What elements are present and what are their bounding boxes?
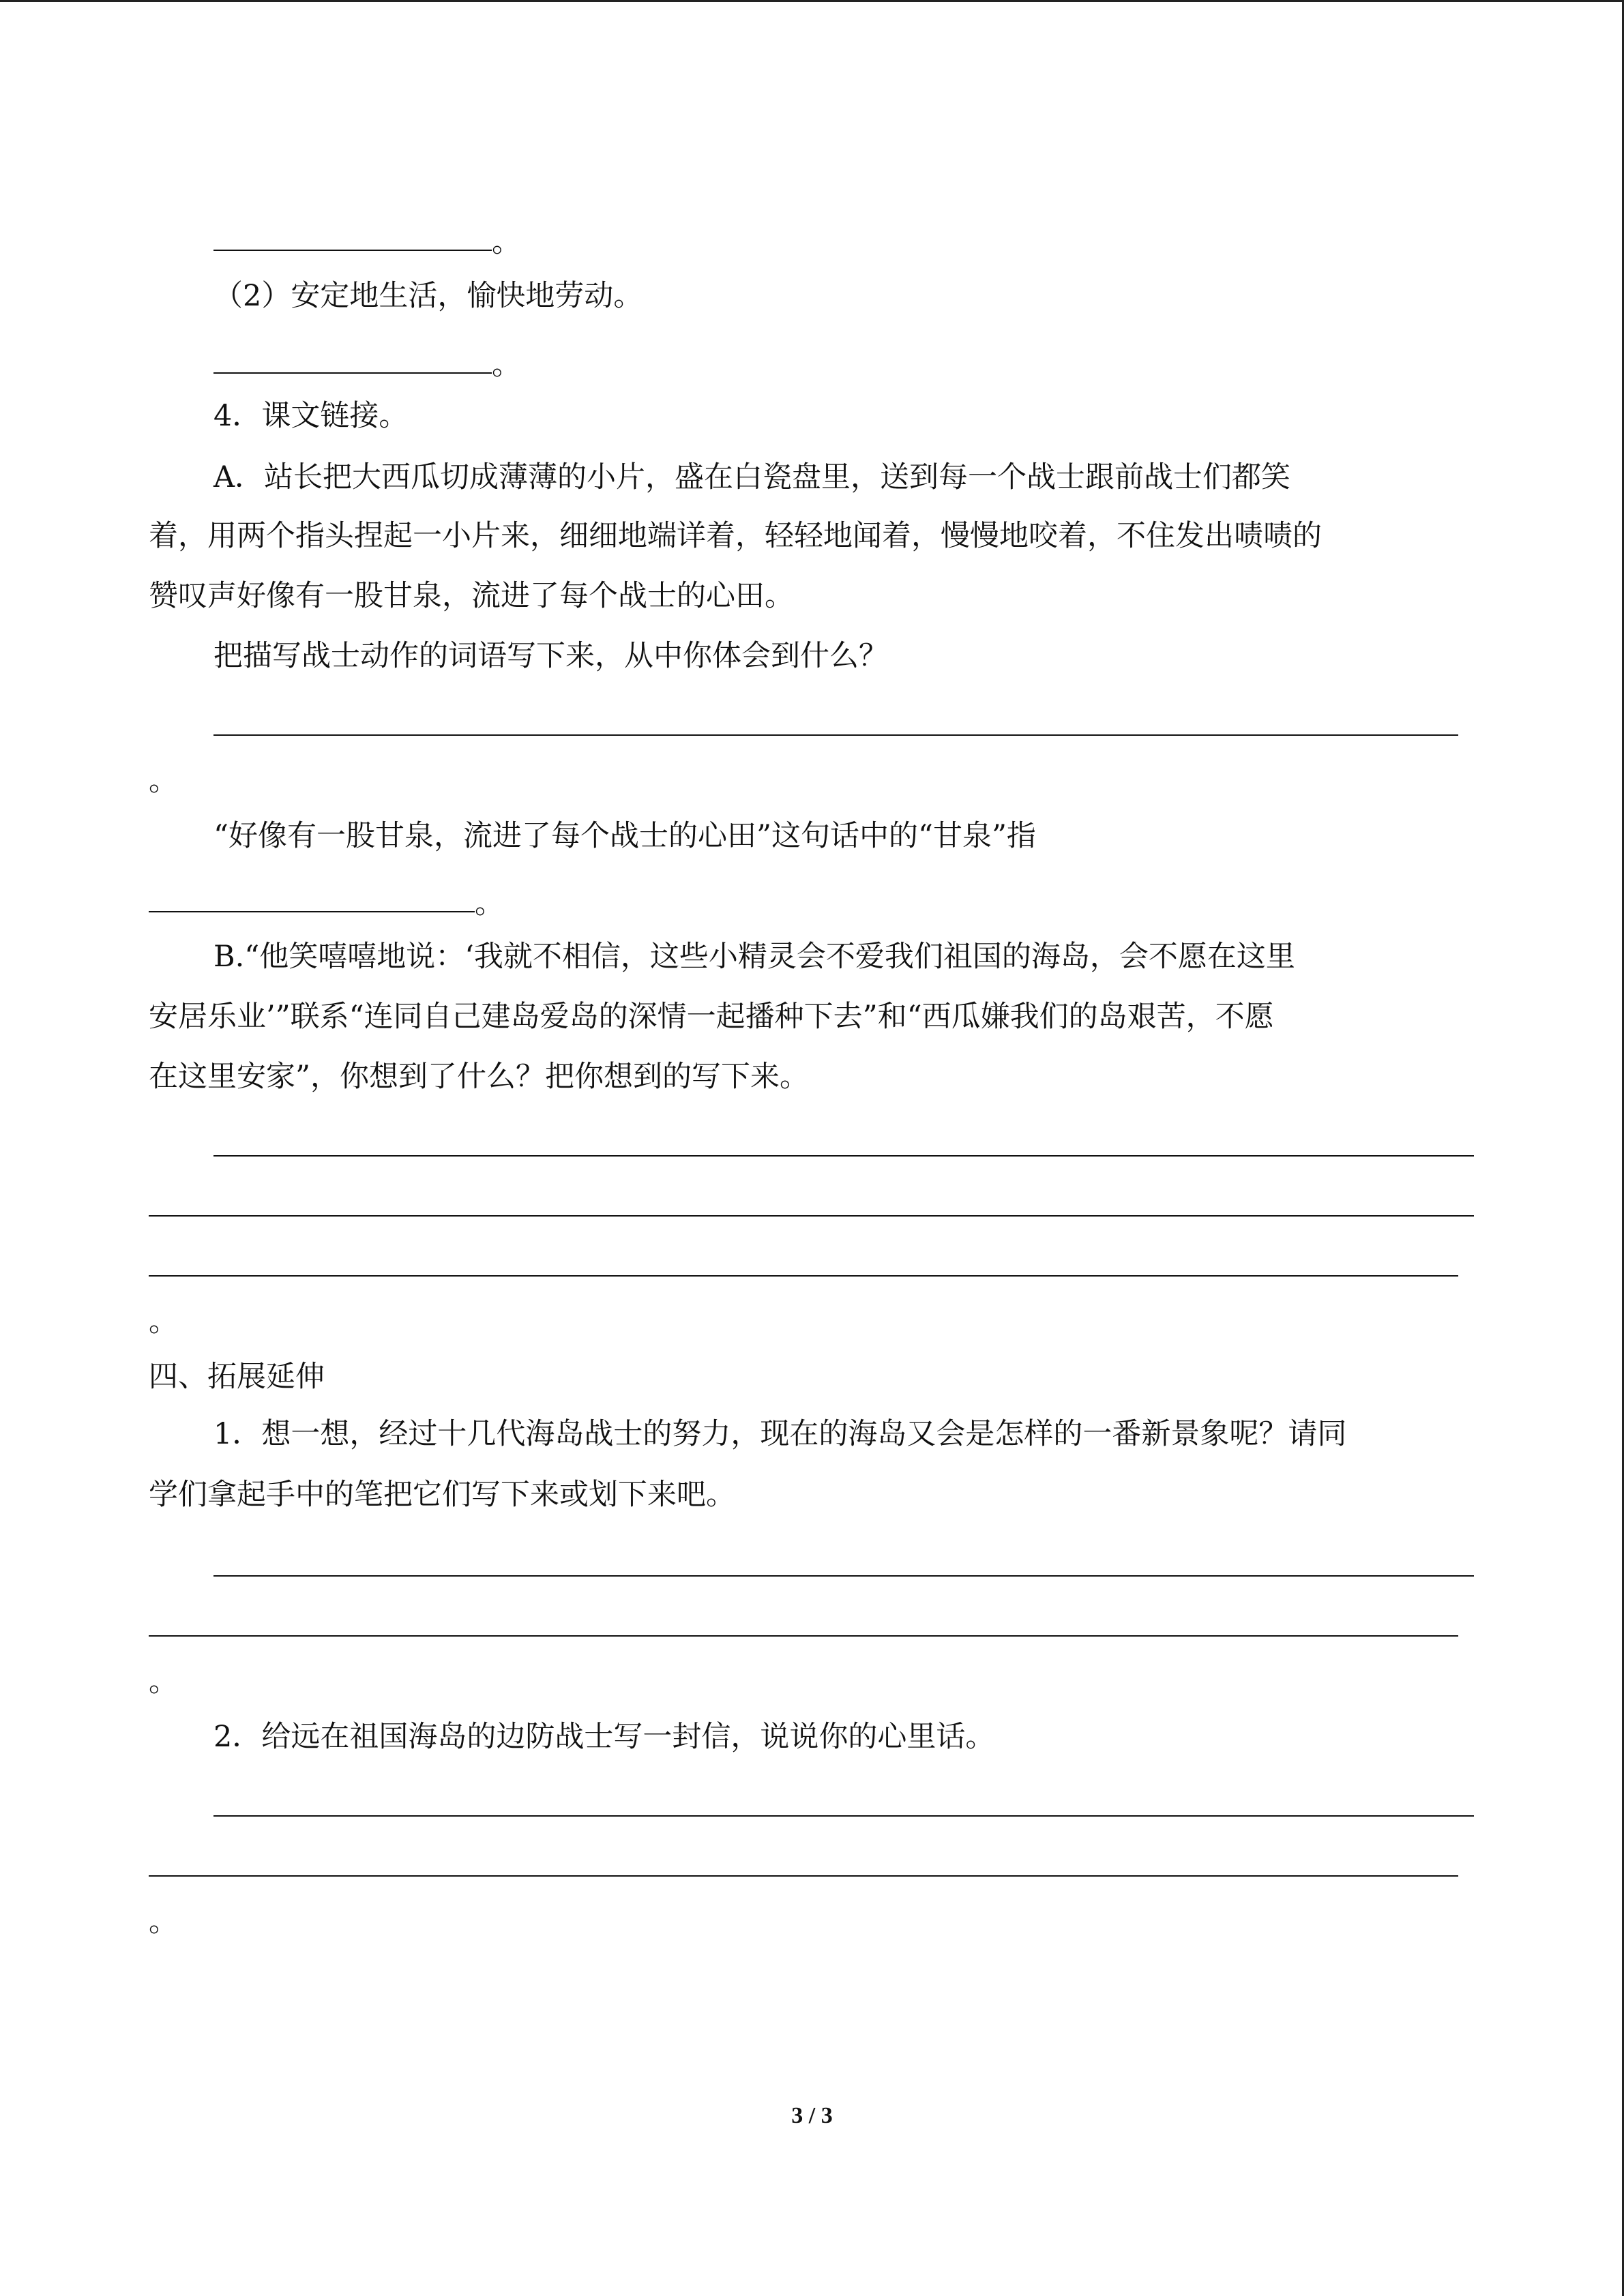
section-4-q2: 2．给远在祖国海岛的边防战士写一封信，说说你的心里话。 — [213, 1720, 995, 1754]
answer-line[interactable] — [149, 1215, 1474, 1217]
blank-end-period: 。 — [492, 348, 521, 382]
answer-line[interactable] — [213, 1575, 1474, 1577]
answer-line[interactable] — [213, 1155, 1474, 1157]
q4-b-text-line: B.“他笑嘻嘻地说：‘我就不相信，这些小精灵会不爱我们祖国的海岛，会不愿在这里 — [213, 940, 1295, 974]
q4-a-text-line: 赞叹声好像有一股甘泉，流进了每个战士的心田。 — [149, 579, 794, 613]
page-border-top — [0, 0, 1624, 2]
answer-blank[interactable] — [213, 250, 492, 251]
section-4-heading: 四、拓展延伸 — [149, 1360, 325, 1394]
answer-end-period: 。 — [149, 764, 178, 798]
answer-line[interactable] — [213, 734, 1458, 736]
section-4-q1-line: 学们拿起手中的笔把它们写下来或划下来吧。 — [149, 1478, 735, 1512]
q4-title: 4．课文链接。 — [213, 399, 409, 433]
answer-end-period: 。 — [149, 1905, 178, 1939]
q4-a-question-1: 把描写战士动作的词语写下来，从中你体会到什么？ — [213, 639, 888, 673]
q4-b-text-line: 在这里安家”，你想到了什么？把你想到的写下来。 — [149, 1060, 809, 1094]
q4-a-question-2: “好像有一股甘泉，流进了每个战士的心田”这句话中的“甘泉”指 — [213, 819, 1036, 853]
q4-a-text-line: A．站长把大西瓜切成薄薄的小片，盛在白瓷盘里，送到每一个战士跟前战士们都笑 — [213, 460, 1291, 494]
answer-end-period: 。 — [149, 1304, 178, 1339]
q4-b-text-line: 安居乐业’”联系“连同自己建岛爱岛的深情一起播种下去”和“西瓜嫌我们的岛艰苦，不愿 — [149, 1000, 1274, 1034]
blank-end-period: 。 — [475, 886, 504, 921]
answer-end-period: 。 — [149, 1665, 178, 1699]
blank-end-period: 。 — [492, 225, 521, 259]
q3-item-2: （2）安定地生活，愉快地劳动。 — [213, 279, 643, 313]
answer-blank[interactable] — [213, 372, 492, 374]
answer-blank[interactable] — [149, 911, 475, 912]
answer-line[interactable] — [149, 1635, 1458, 1637]
page-number: 3 / 3 — [791, 2103, 833, 2128]
answer-line[interactable] — [213, 1815, 1474, 1817]
section-4-q1-line: 1．想一想，经过十几代海岛战士的努力，现在的海岛又会是怎样的一番新景象呢？请同 — [213, 1417, 1347, 1451]
answer-line[interactable] — [149, 1275, 1458, 1277]
answer-line[interactable] — [149, 1875, 1458, 1877]
q4-a-text-line: 着，用两个指头捏起一小片来，细细地端详着，轻轻地闻着，慢慢地咬着，不住发出啧啧的 — [149, 519, 1322, 553]
